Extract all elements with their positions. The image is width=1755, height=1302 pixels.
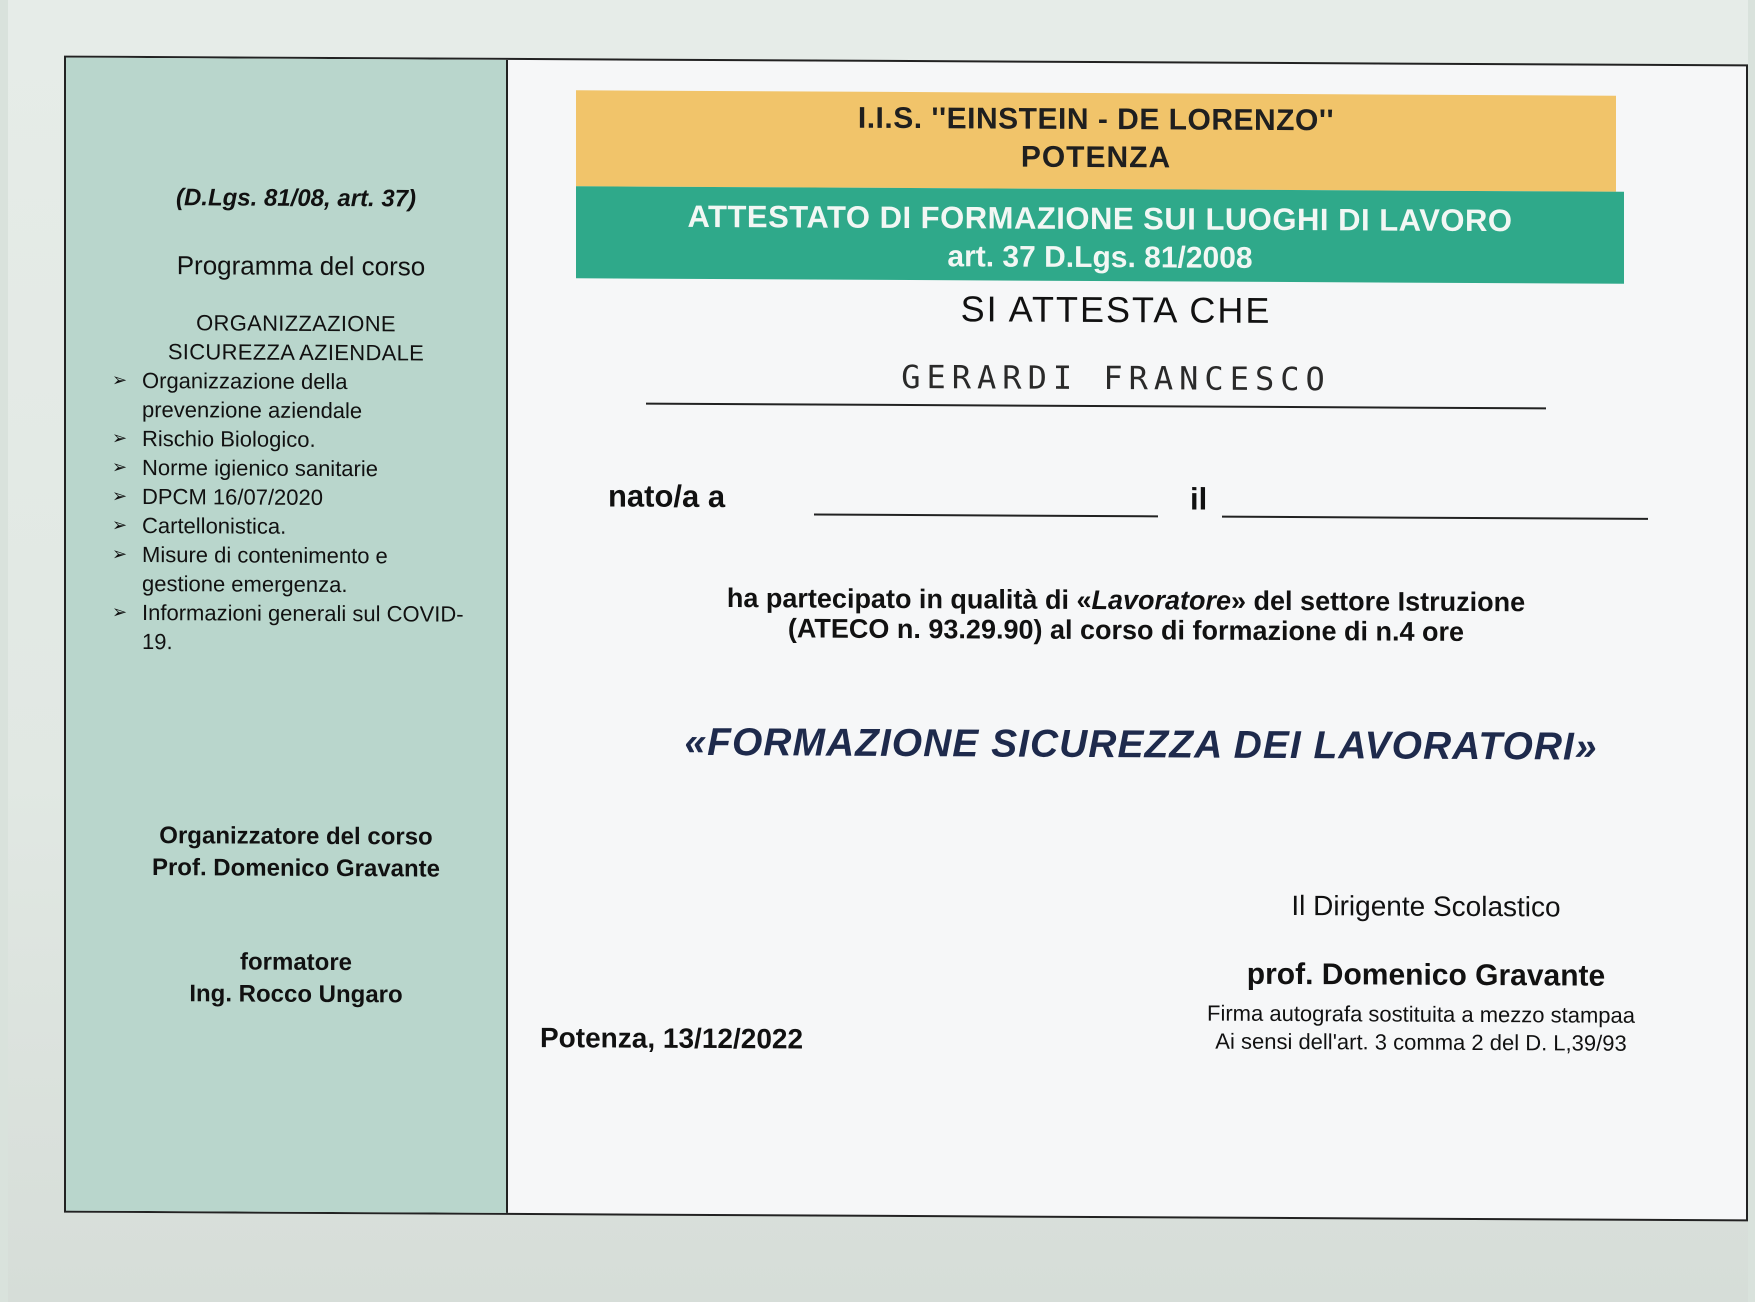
trainer-label: formatore [239,948,353,977]
signature-note-line1: Firma autografa sostituita a mezzo stampaa [1207,1000,1635,1028]
photo-background [8,0,1748,1302]
list-item [112,598,472,658]
school-name: I.I.S. ''EINSTEIN - DE LORENZO'' [857,101,1335,138]
place-date: Potenza, 13/12/2022 [540,1022,804,1055]
course-program-sidebar [66,58,508,1213]
certificate-title: ATTESTATO DI FORMAZIONE SUI LUOGHI DI LAVORO [687,198,1513,239]
program-title: Programma del corso [176,250,426,282]
birthplace-label: nato/a a [608,478,726,515]
dirigente-label: Il Dirigente Scolastico [1291,890,1561,923]
name-line [646,401,1546,410]
list-item-label: Cartellonistica. [142,512,287,539]
arrow-bullet-icon: ➢ [112,543,128,564]
participation-line2: (ATECO n. 93.29.90) al corso di formazione di n.4 ore [787,613,1465,647]
participation-role: Lavoratore [1091,584,1232,616]
course-trainer [116,946,476,1012]
section-title-line1: ORGANIZZAZIONE [196,310,396,337]
birthplace-line [814,514,1158,518]
list-item [112,482,472,513]
arrow-bullet-icon: ➢ [112,456,128,477]
arrow-bullet-icon: ➢ [112,369,128,390]
list-item-label: Organizzazione della prevenzione aziendale [142,367,363,424]
list-item [112,540,472,600]
law-reference: (D.Lgs. 81/08, art. 37) [175,184,417,213]
participation-pre: ha partecipato in qualità di « [726,583,1092,615]
list-item-label: DPCM 16/07/2020 [142,483,323,510]
list-item [112,511,472,542]
organizer-label: Organizzatore del corso [159,822,433,851]
section-title-line2: SICUREZZA AZIENDALE [167,339,425,366]
program-list [112,366,472,658]
certificate [64,56,1748,1222]
certificate-law: art. 37 D.Lgs. 81/2008 [947,240,1253,275]
school-header [576,90,1616,191]
participation-statement [646,583,1606,648]
signature-note-line2: Ai sensi dell'art. 3 comma 2 del D. L,39/93 [1215,1028,1627,1056]
arrow-bullet-icon: ➢ [112,514,128,535]
attests-heading: SI ATTESTA CHE [960,288,1272,331]
trainer-name: Ing. Rocco Ungaro [189,980,403,1009]
organizer-name: Prof. Domenico Gravante [151,854,441,883]
arrow-bullet-icon: ➢ [112,485,128,506]
course-organizer [116,820,476,886]
birthdate-line [1222,516,1648,520]
list-item [112,366,472,426]
course-title: «FORMAZIONE SICUREZZA DEI LAVORATORI» [684,720,1598,769]
list-item-label: Rischio Biologico. [142,425,316,452]
list-item-label: Norme igienico sanitarie [142,454,378,482]
certificate-title-band [576,186,1624,283]
list-item-label: Misure di contenimento e gestione emergenza. [142,541,388,598]
birthdate-label: il [1190,481,1208,517]
participation-post: » del settore Istruzione [1231,585,1526,618]
list-item [112,453,472,484]
dirigente-name: prof. Domenico Gravante [1246,957,1606,993]
list-item-label: Informazioni generali sul COVID-19. [142,599,464,655]
handwritten-name: GERARDI FRANCESCO [901,357,1331,399]
arrow-bullet-icon: ➢ [112,427,128,448]
section-title [146,308,446,368]
arrow-bullet-icon: ➢ [112,601,128,622]
list-item [112,424,472,455]
school-city: POTENZA [1020,140,1172,175]
signature-note [1176,999,1666,1058]
